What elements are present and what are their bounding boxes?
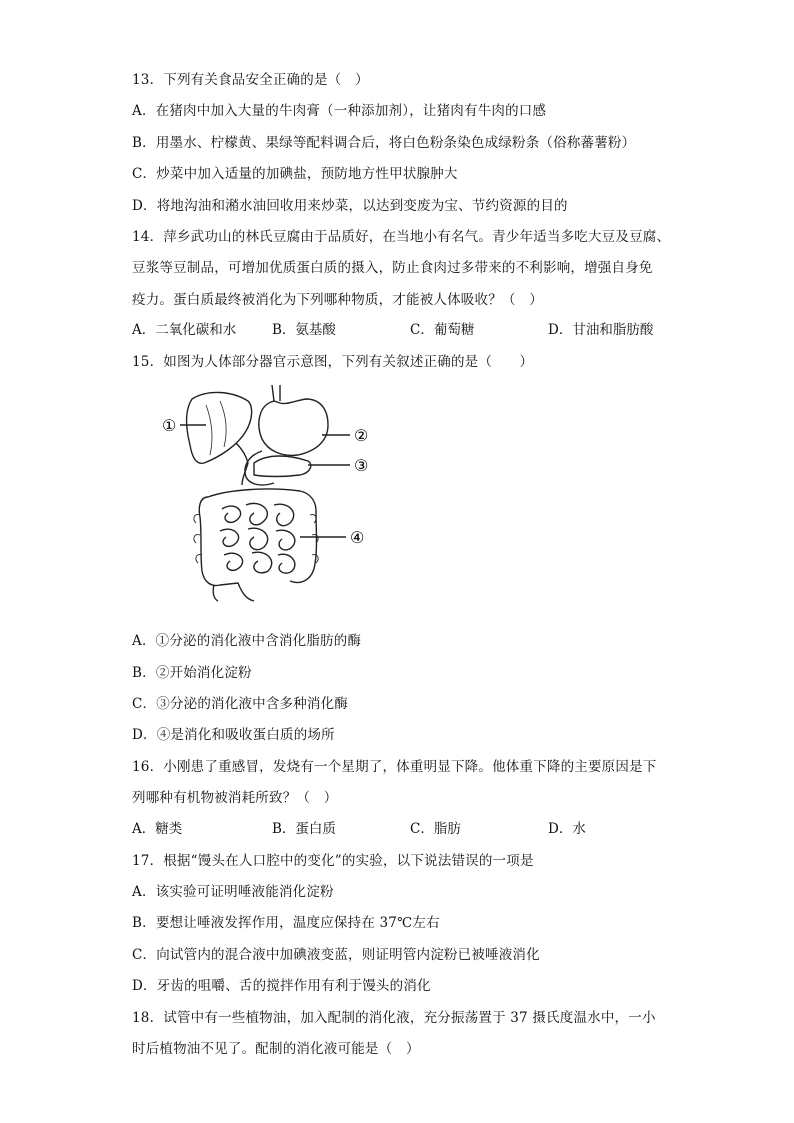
- q16-stem-line-1: 16．小刚患了重感冒，发烧有一个星期了，体重明显下降。他体重下降的主要原因是下: [132, 759, 657, 775]
- diagram-label-4: ④: [350, 528, 365, 547]
- q16-option-c: C．脂肪: [410, 821, 461, 837]
- q13-option-c: C．炒菜中加入适量的加碘盐，预防地方性甲状腺肿大: [132, 166, 458, 182]
- q14-stem-line-2: 豆浆等豆制品，可增加优质蛋白质的摄入，防止食肉过多带来的不利影响，增强自身免: [132, 260, 653, 276]
- small-intestine-shape: [220, 503, 295, 573]
- q15-option-d: D．④是消化和吸收蛋白质的场所: [132, 727, 335, 743]
- q13-option-b: B．用墨水、柠檬黄、果绿等配料调合后，将白色粉条染色成绿粉条（俗称蕃薯粉）: [132, 135, 636, 151]
- q16-option-b: B．蛋白质: [272, 821, 336, 837]
- diagram-label-2: ②: [354, 426, 369, 445]
- q13-stem: 13．下列有关食品安全正确的是（ ）: [132, 72, 369, 88]
- liver-shape: [187, 392, 252, 463]
- q15-option-c: C．③分泌的消化液中含多种消化酶: [132, 696, 349, 712]
- q14-stem-line-3: 疫力。蛋白质最终被消化为下列哪种物质，才能被人体吸收？（ ）: [132, 292, 543, 308]
- q16-option-d: D．水: [548, 821, 586, 837]
- q17-option-a: A．该实验可证明唾液能消化淀粉: [132, 884, 334, 900]
- q18-stem-line-2: 时后植物油不见了。配制的消化液可能是（ ）: [132, 1041, 420, 1057]
- q15-stem: 15．如图为人体部分器官示意图，下列有关叙述正确的是（ ）: [132, 354, 534, 370]
- stomach-shape: [259, 399, 328, 455]
- q14-option-b: B．氨基酸: [272, 322, 336, 338]
- q13-option-a: A．在猪肉中加入大量的牛肉膏（一种添加剂），让猪肉有牛肉的口感: [132, 103, 547, 119]
- q17-option-c: C．向试管内的混合液中加碘液变蓝，则证明管内淀粉已被唾液消化: [132, 947, 540, 963]
- diagram-label-3: ③: [354, 456, 369, 475]
- q14-option-d: D．甘油和脂肪酸: [548, 322, 654, 338]
- digestive-system-diagram: [150, 385, 390, 605]
- q14-stem-line-1: 14．萍乡武功山的林氏豆腐由于品质好，在当地小有名气。青少年适当多吃大豆及豆腐、: [132, 229, 671, 245]
- q17-option-b: B．要想让唾液发挥作用，温度应保持在 37℃左右: [132, 915, 440, 931]
- q16-stem-line-2: 列哪种有机物被消耗所致？（ ）: [132, 790, 338, 806]
- q17-option-d: D．牙齿的咀嚼、舌的搅拌作用有利于馒头的消化: [132, 978, 431, 994]
- q15-option-a: A．①分泌的消化液中含消化脂肪的酶: [132, 633, 362, 649]
- q14-option-c: C．葡萄糖: [410, 322, 475, 338]
- q14-option-a: A．二氧化碳和水: [132, 322, 237, 338]
- q17-stem: 17．根据“馒头在人口腔中的变化”的实验，以下说法错误的一项是: [132, 853, 534, 869]
- q18-stem-line-1: 18．试管中有一些植物油，加入配制的消化液，充分振荡置于 37 摄氏度温水中，一小: [132, 1010, 656, 1026]
- large-intestine-shape: [199, 489, 316, 601]
- q13-option-d: D．将地沟油和潲水油回收用来炒菜，以达到变废为宝、节约资源的目的: [132, 198, 568, 214]
- q16-option-a: A．糖类: [132, 821, 183, 837]
- diagram-label-1: ①: [162, 416, 177, 435]
- q15-option-b: B．②开始消化淀粉: [132, 665, 252, 681]
- pancreas-shape: [254, 456, 311, 477]
